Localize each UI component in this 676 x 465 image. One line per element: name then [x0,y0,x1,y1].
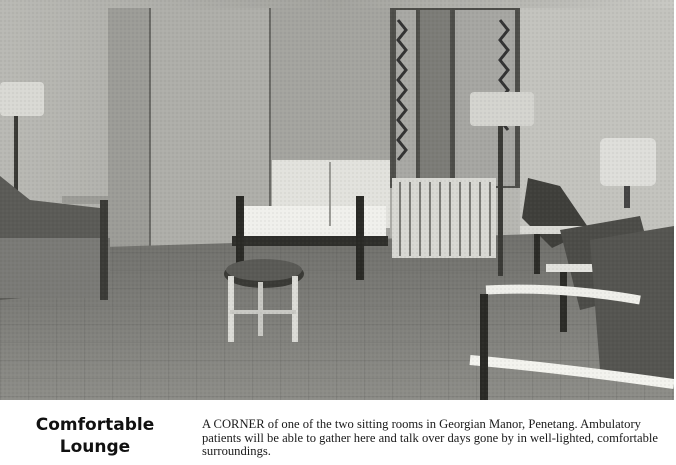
photo-headline [0,414,190,458]
photo-caption: A CORNER of one of the two sitting rooms in Georgian Manor, Penetang. Ambulatory patients will be able to gather here and talk over days gone by in well-lighted, comfortable surroundings. [202,417,659,458]
headline-line-1: Comfortable [35,415,155,435]
headline-line-2: Lounge [59,437,131,457]
